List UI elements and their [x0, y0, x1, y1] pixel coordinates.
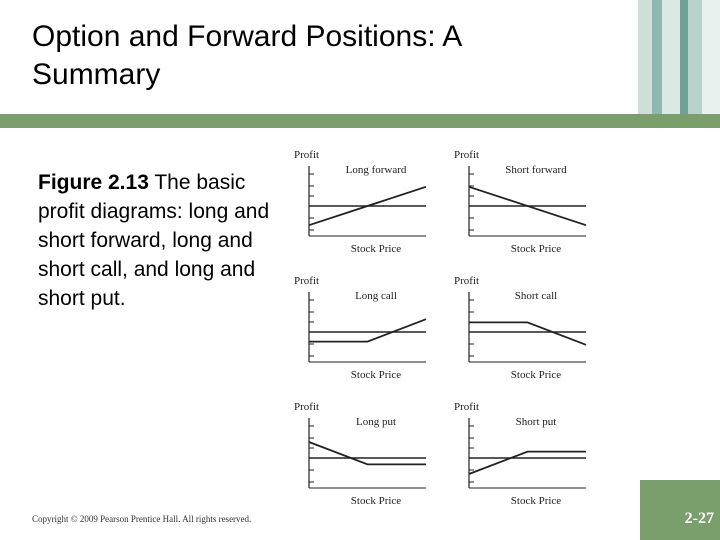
panel-short-put: [454, 401, 586, 507]
panel-x-label: Stock Price: [350, 369, 402, 381]
panel-y-label: Profit: [454, 275, 480, 287]
panel-y-label: Profit: [294, 149, 320, 161]
caption-figure-label: Figure 2.13: [38, 171, 149, 194]
panel-payoff-line: [469, 452, 586, 474]
page-number: 2-27: [684, 510, 714, 527]
profit-diagrams-svg: [288, 140, 618, 512]
panel-x-label: Stock Price: [510, 369, 562, 381]
profit-diagrams-figure: [288, 140, 618, 512]
panel-title: Long forward: [345, 164, 407, 176]
page-number-box: [640, 480, 720, 540]
panel-x-label: Stock Price: [510, 243, 562, 255]
panel-x-label: Stock Price: [510, 495, 562, 507]
panel-y-label: Profit: [294, 401, 320, 413]
figure-caption: [38, 168, 278, 313]
caption-text: The basic profit diagrams: long and short forward, long and short call, and long and short put.: [38, 171, 270, 310]
panel-long-forward: [294, 149, 426, 255]
panel-payoff-line: [469, 322, 586, 344]
copyright-text: Copyright © 2009 Pearson Prentice Hall. All rights reserved.: [32, 514, 252, 524]
panel-long-put: [294, 401, 426, 507]
panel-y-label: Profit: [294, 275, 320, 287]
panel-short-forward: [454, 149, 586, 255]
panel-title: Short put: [515, 416, 557, 428]
panel-title: Long call: [355, 290, 397, 302]
panel-payoff-line: [309, 442, 426, 464]
panel-title: Long put: [355, 416, 397, 428]
panel-title: Short forward: [505, 164, 567, 176]
panel-title: Short call: [514, 290, 558, 302]
corner-decoration: [638, 0, 720, 116]
accent-band: [0, 114, 720, 128]
panel-y-label: Profit: [454, 401, 480, 413]
panel-long-call: [294, 275, 426, 381]
panel-x-label: Stock Price: [350, 495, 402, 507]
panel-short-call: [454, 275, 586, 381]
panel-y-label: Profit: [454, 149, 480, 161]
panel-payoff-line: [309, 319, 426, 341]
panel-x-label: Stock Price: [350, 243, 402, 255]
slide-title: Option and Forward Positions: A Summary: [32, 20, 461, 91]
